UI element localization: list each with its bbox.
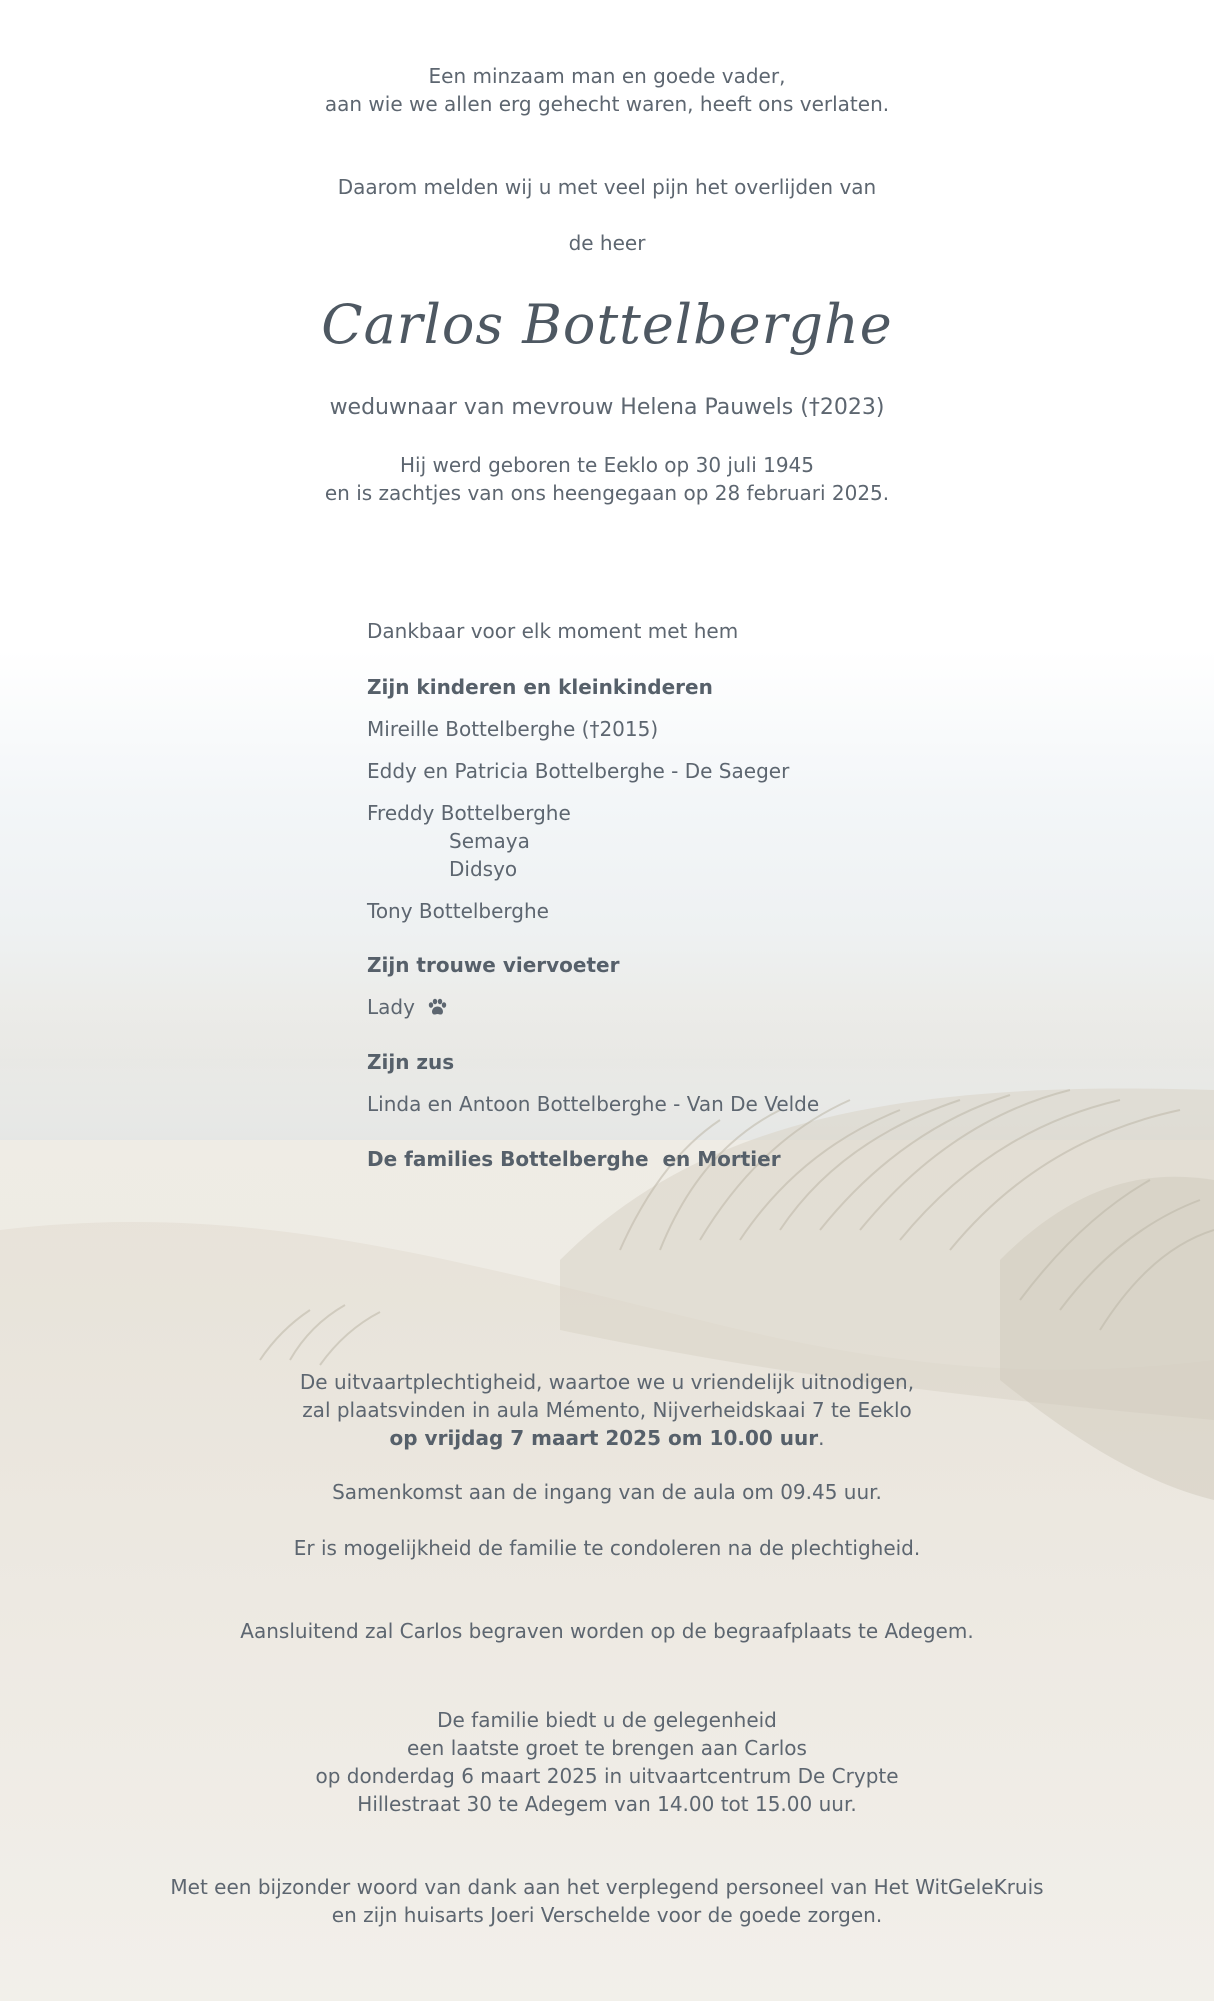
pet-line xyxy=(367,993,447,1021)
children-heading: Zijn kinderen en kleinkinderen xyxy=(367,675,713,699)
child-4: Tony Bottelberghe xyxy=(367,899,549,923)
thanks-line-1: Met een bijzonder woord van dank aan het verplegend personeel van Het WitGeleKruis xyxy=(170,1875,1044,1899)
intro-line-2: aan wie we allen erg gehecht waren, heeft ons verlaten. xyxy=(324,92,890,116)
sister-heading: Zijn zus xyxy=(367,1050,455,1074)
child-3: Freddy Bottelberghe xyxy=(367,801,571,825)
honorific: de heer xyxy=(568,231,646,255)
visit-line-4: Hillestraat 30 te Adegem van 14.00 tot 15.00 uur. xyxy=(357,1792,857,1816)
grandchild-1: Semaya xyxy=(449,829,530,853)
pet-heading: Zijn trouwe viervoeter xyxy=(367,953,620,977)
ceremony-date-suffix: . xyxy=(818,1426,825,1450)
visit-line-1: De familie biedt u de gelegenheid xyxy=(437,1708,777,1732)
ceremony-line-2: zal plaatsvinden in aula Mémento, Nijverheidskaai 7 te Eeklo xyxy=(302,1398,912,1422)
ceremony-date: op vrijdag 7 maart 2025 om 10.00 uur xyxy=(389,1426,819,1450)
sister-line: Linda en Antoon Bottelberghe - Van De Velde xyxy=(367,1092,820,1116)
child-1: Mireille Bottelberghe (†2015) xyxy=(367,717,659,741)
death-line: en is zachtjes van ons heengegaan op 28 februari 2025. xyxy=(324,481,890,505)
deceased-name: Carlos Bottelberghe xyxy=(321,293,893,356)
grandchild-2: Didsyo xyxy=(449,857,518,881)
ceremony-date-line xyxy=(0,1424,1214,1452)
child-2: Eddy en Patricia Bottelberghe - De Saeger xyxy=(367,759,790,783)
family-thanks: Dankbaar voor elk moment met hem xyxy=(367,619,739,643)
gathering-line: Samenkomst aan de ingang van de aula om 09.45 uur. xyxy=(332,1480,882,1504)
thanks-line-2: en zijn huisarts Joeri Verschelde voor de goede zorgen. xyxy=(331,1903,883,1927)
intro-line-1: Een minzaam man en goede vader, xyxy=(428,64,786,88)
visit-line-3: op donderdag 6 maart 2025 in uitvaartcentrum De Crypte xyxy=(315,1764,899,1788)
paw-icon xyxy=(427,998,447,1016)
announcement: Daarom melden wij u met veel pijn het overlijden van xyxy=(337,175,877,199)
families-line: De families Bottelberghe en Mortier xyxy=(367,1147,781,1171)
ceremony-line-1: De uitvaartplechtigheid, waartoe we u vriendelijk uitnodigen, xyxy=(299,1370,915,1394)
pet-name: Lady xyxy=(367,995,415,1019)
visit-line-2: een laatste groet te brengen aan Carlos xyxy=(407,1736,807,1760)
birth-line: Hij werd geboren te Eeklo op 30 juli 1945 xyxy=(399,453,815,477)
widower-line: weduwnaar van mevrouw Helena Pauwels (†2023) xyxy=(329,395,885,420)
burial-line: Aansluitend zal Carlos begraven worden op de begraafplaats te Adegem. xyxy=(240,1619,974,1643)
condolence-line: Er is mogelijkheid de familie te condoleren na de plechtigheid. xyxy=(293,1536,921,1560)
